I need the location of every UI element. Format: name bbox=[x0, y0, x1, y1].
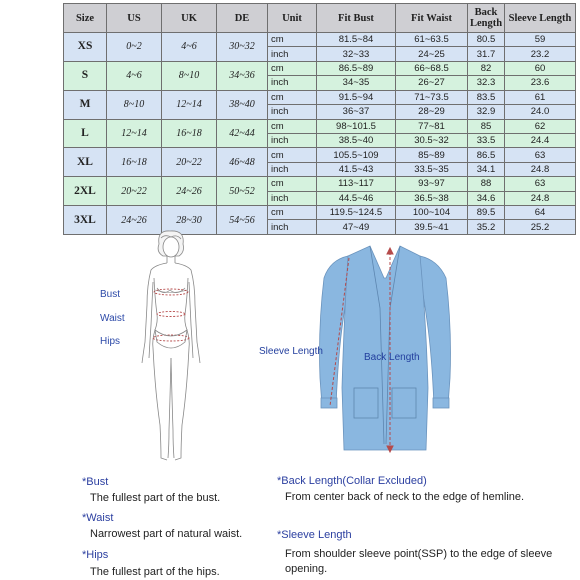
us-size-cell: 0~2 bbox=[107, 33, 162, 62]
sleeve-length-cm-cell: 59 bbox=[505, 33, 576, 47]
back-length-cm-cell: 82 bbox=[468, 61, 505, 75]
header-uk: UK bbox=[162, 4, 217, 33]
back-length-cm-cell: 88 bbox=[468, 177, 505, 191]
fit-waist-inch-cell: 24~25 bbox=[396, 47, 468, 61]
sleeve-length-inch-cell: 24.8 bbox=[505, 191, 576, 205]
de-size-cell: 38~40 bbox=[217, 90, 268, 119]
table-row bbox=[64, 177, 576, 191]
fit-waist-cm-cell: 100~104 bbox=[396, 206, 468, 220]
note-hips-text: The fullest part of the hips. bbox=[90, 566, 220, 578]
table-row bbox=[64, 33, 576, 47]
fit-bust-cm-cell: 113~117 bbox=[317, 177, 396, 191]
table-header-row bbox=[64, 4, 576, 33]
sleeve-length-cm-cell: 64 bbox=[505, 206, 576, 220]
unit-inch-cell: inch bbox=[268, 76, 317, 90]
size-chart-table bbox=[63, 3, 576, 235]
sleeve-length-inch-cell: 24.0 bbox=[505, 105, 576, 119]
back-length-label: Back Length bbox=[364, 352, 420, 363]
header-de: DE bbox=[217, 4, 268, 33]
fit-waist-inch-cell: 39.5~41 bbox=[396, 220, 468, 235]
sleeve-length-inch-cell: 24.8 bbox=[505, 162, 576, 176]
fit-waist-inch-cell: 26~27 bbox=[396, 76, 468, 90]
table-body bbox=[64, 33, 576, 235]
fit-bust-inch-cell: 34~35 bbox=[317, 76, 396, 90]
fit-waist-inch-cell: 28~29 bbox=[396, 105, 468, 119]
size-cell: 3XL bbox=[64, 206, 107, 235]
unit-inch-cell: inch bbox=[268, 191, 317, 205]
sleeve-length-cm-cell: 63 bbox=[505, 148, 576, 162]
unit-cm-cell: cm bbox=[268, 206, 317, 220]
de-size-cell: 34~36 bbox=[217, 61, 268, 90]
de-size-cell: 42~44 bbox=[217, 119, 268, 148]
header-sleeve-length: Sleeve Length bbox=[505, 4, 576, 33]
header-back-length: Back Length bbox=[468, 4, 505, 33]
uk-size-cell: 4~6 bbox=[162, 33, 217, 62]
unit-cm-cell: cm bbox=[268, 119, 317, 133]
back-length-inch-cell: 31.7 bbox=[468, 47, 505, 61]
unit-inch-cell: inch bbox=[268, 47, 317, 61]
note-hips-title: *Hips bbox=[82, 549, 109, 561]
back-length-inch-cell: 32.9 bbox=[468, 105, 505, 119]
hips-label: Hips bbox=[100, 336, 121, 347]
table-row bbox=[64, 119, 576, 133]
us-size-cell: 4~6 bbox=[107, 61, 162, 90]
note-back-length-title: *Back Length(Collar Excluded) bbox=[277, 475, 427, 487]
note-bust-title: *Bust bbox=[82, 476, 109, 488]
back-length-cm-cell: 80.5 bbox=[468, 33, 505, 47]
fit-bust-cm-cell: 91.5~94 bbox=[317, 90, 396, 104]
fit-bust-inch-cell: 32~33 bbox=[317, 47, 396, 61]
cardigan-figure bbox=[300, 238, 470, 460]
back-length-inch-cell: 33.5 bbox=[468, 133, 505, 147]
size-cell: M bbox=[64, 90, 107, 119]
fit-waist-cm-cell: 66~68.5 bbox=[396, 61, 468, 75]
unit-inch-cell: inch bbox=[268, 105, 317, 119]
note-back-length-text: From center back of neck to the edge of hemline. bbox=[285, 491, 525, 503]
sleeve-length-inch-cell: 24.4 bbox=[505, 133, 576, 147]
fit-bust-inch-cell: 47~49 bbox=[317, 220, 396, 235]
us-size-cell: 16~18 bbox=[107, 148, 162, 177]
back-length-inch-cell: 32.3 bbox=[468, 76, 505, 90]
sleeve-length-cm-cell: 63 bbox=[505, 177, 576, 191]
uk-size-cell: 28~30 bbox=[162, 206, 217, 235]
fit-waist-cm-cell: 93~97 bbox=[396, 177, 468, 191]
header-fit-bust: Fit Bust bbox=[317, 4, 396, 33]
us-size-cell: 8~10 bbox=[107, 90, 162, 119]
note-bust-text: The fullest part of the bust. bbox=[90, 492, 221, 504]
fit-bust-cm-cell: 98~101.5 bbox=[317, 119, 396, 133]
size-cell: L bbox=[64, 119, 107, 148]
uk-size-cell: 12~14 bbox=[162, 90, 217, 119]
unit-inch-cell: inch bbox=[268, 220, 317, 235]
uk-size-cell: 16~18 bbox=[162, 119, 217, 148]
fit-waist-cm-cell: 77~81 bbox=[396, 119, 468, 133]
note-waist-text: Narrowest part of natural waist. bbox=[90, 528, 243, 540]
sleeve-length-inch-cell: 23.6 bbox=[505, 76, 576, 90]
unit-cm-cell: cm bbox=[268, 90, 317, 104]
fit-bust-cm-cell: 86.5~89 bbox=[317, 61, 396, 75]
fit-waist-inch-cell: 36.5~38 bbox=[396, 191, 468, 205]
de-size-cell: 50~52 bbox=[217, 177, 268, 206]
back-length-inch-cell: 34.1 bbox=[468, 162, 505, 176]
fit-bust-inch-cell: 36~37 bbox=[317, 105, 396, 119]
fit-waist-cm-cell: 85~89 bbox=[396, 148, 468, 162]
back-length-inch-cell: 35.2 bbox=[468, 220, 505, 235]
waist-label: Waist bbox=[100, 313, 125, 324]
fit-bust-inch-cell: 44.5~46 bbox=[317, 191, 396, 205]
table-row bbox=[64, 148, 576, 162]
uk-size-cell: 8~10 bbox=[162, 61, 217, 90]
sleeve-length-inch-cell: 25.2 bbox=[505, 220, 576, 235]
unit-inch-cell: inch bbox=[268, 133, 317, 147]
table-row bbox=[64, 206, 576, 220]
fit-bust-cm-cell: 119.5~124.5 bbox=[317, 206, 396, 220]
back-length-cm-cell: 89.5 bbox=[468, 206, 505, 220]
waist-line bbox=[157, 312, 185, 317]
fit-bust-cm-cell: 105.5~109 bbox=[317, 148, 396, 162]
size-cell: XL bbox=[64, 148, 107, 177]
unit-cm-cell: cm bbox=[268, 148, 317, 162]
back-length-cm-cell: 86.5 bbox=[468, 148, 505, 162]
header-size: Size bbox=[64, 4, 107, 33]
fit-waist-cm-cell: 61~63.5 bbox=[396, 33, 468, 47]
sleeve-length-label: Sleeve Length bbox=[259, 346, 323, 357]
header-us: US bbox=[107, 4, 162, 33]
back-length-inch-cell: 34.6 bbox=[468, 191, 505, 205]
back-length-cm-cell: 85 bbox=[468, 119, 505, 133]
header-fit-waist: Fit Waist bbox=[396, 4, 468, 33]
unit-cm-cell: cm bbox=[268, 61, 317, 75]
body-measurement-figure bbox=[125, 230, 215, 465]
sleeve-length-cm-cell: 62 bbox=[505, 119, 576, 133]
fit-waist-inch-cell: 30.5~32 bbox=[396, 133, 468, 147]
fit-waist-inch-cell: 33.5~35 bbox=[396, 162, 468, 176]
us-size-cell: 24~26 bbox=[107, 206, 162, 235]
fit-waist-cm-cell: 71~73.5 bbox=[396, 90, 468, 104]
fit-bust-cm-cell: 81.5~84 bbox=[317, 33, 396, 47]
note-waist-title: *Waist bbox=[82, 512, 114, 524]
de-size-cell: 30~32 bbox=[217, 33, 268, 62]
uk-size-cell: 20~22 bbox=[162, 148, 217, 177]
sleeve-length-cm-cell: 61 bbox=[505, 90, 576, 104]
uk-size-cell: 24~26 bbox=[162, 177, 217, 206]
size-cell: 2XL bbox=[64, 177, 107, 206]
note-sleeve-length-text: From shoulder sleeve point(SSP) to the edge of sleeve opening. bbox=[285, 548, 553, 575]
table-row bbox=[64, 90, 576, 104]
sleeve-length-cm-cell: 60 bbox=[505, 61, 576, 75]
header-unit: Unit bbox=[268, 4, 317, 33]
sleeve-length-inch-cell: 23.2 bbox=[505, 47, 576, 61]
de-size-cell: 46~48 bbox=[217, 148, 268, 177]
unit-inch-cell: inch bbox=[268, 162, 317, 176]
us-size-cell: 20~22 bbox=[107, 177, 162, 206]
fit-bust-inch-cell: 41.5~43 bbox=[317, 162, 396, 176]
fit-bust-inch-cell: 38.5~40 bbox=[317, 133, 396, 147]
back-length-cm-cell: 83.5 bbox=[468, 90, 505, 104]
bust-label: Bust bbox=[100, 289, 121, 300]
unit-cm-cell: cm bbox=[268, 33, 317, 47]
size-cell: XS bbox=[64, 33, 107, 62]
size-cell: S bbox=[64, 61, 107, 90]
de-size-cell: 54~56 bbox=[217, 206, 268, 235]
note-sleeve-length-title: *Sleeve Length bbox=[277, 529, 352, 541]
us-size-cell: 12~14 bbox=[107, 119, 162, 148]
unit-cm-cell: cm bbox=[268, 177, 317, 191]
table-row bbox=[64, 61, 576, 75]
